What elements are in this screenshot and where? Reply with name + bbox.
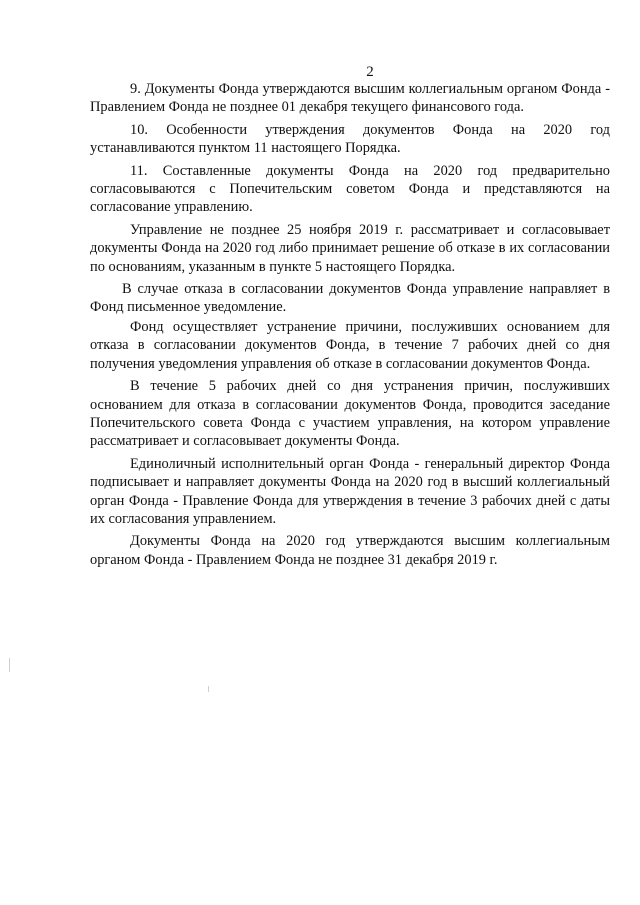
- paragraph-board-meeting: В течение 5 рабочих дней со дня устранения причин, послуживших основанием для отказа в согласовании документов Фонда, проводится заседание Попечительского совета Фонда с участием управления, на котором управление рассматривает и согласовывает документы Фонда.: [90, 378, 610, 450]
- scan-artifact: [9, 658, 10, 672]
- document-body: [90, 80, 610, 573]
- paragraph-refusal-notice: В случае отказа в согласовании документов Фонда управление направляет в Фонд письменное уведомление.: [90, 281, 610, 316]
- paragraph-elimination-of-causes: Фонд осуществляет устранение причини, послуживших основанием для отказа в согласовании документов Фонда, в течение 7 рабочих дней со дня получения уведомления управления об отказе в согласовании документов Фонда.: [90, 318, 610, 372]
- paragraph-final-approval: Документы Фонда на 2020 год утверждаются высшим коллегиальным органом Фонда - Правлением Фонда не позднее 31 декабря 2019 г.: [90, 533, 610, 568]
- paragraph-approval-deadline: Управление не позднее 25 ноября 2019 г. рассматривает и согласовывает документы Фонда на 2020 год либо принимает решение об отказе в их согласовании по основаниям, указанным в пункте 5 настоящего Порядка.: [90, 221, 610, 275]
- paragraph-item-10: 10. Особенности утверждения документов Фонда на 2020 год устанавливаются пунктом 11 настоящего Порядка.: [90, 121, 610, 157]
- paragraph-item-9: 9. Документы Фонда утверждаются высшим коллегиальным органом Фонда - Правлением Фонда не позднее 01 декабря текущего финансового года.: [90, 81, 610, 116]
- scan-artifact: [208, 686, 209, 692]
- paragraph-item-11: 11. Составленные документы Фонда на 2020 год предварительно согласовываются с Попечительским советом Фонда и представляются на согласование управлению.: [90, 162, 610, 216]
- paragraph-director-signing: Единоличный исполнительный орган Фонда - генеральный директор Фонда подписывает и направляет документы Фонда на 2020 год в высший коллегиальный орган Фонда - Правление Фонда для утверждения в течение 3 рабочих дней с даты их согласования управлением.: [90, 455, 610, 527]
- page-number: 2: [366, 64, 374, 80]
